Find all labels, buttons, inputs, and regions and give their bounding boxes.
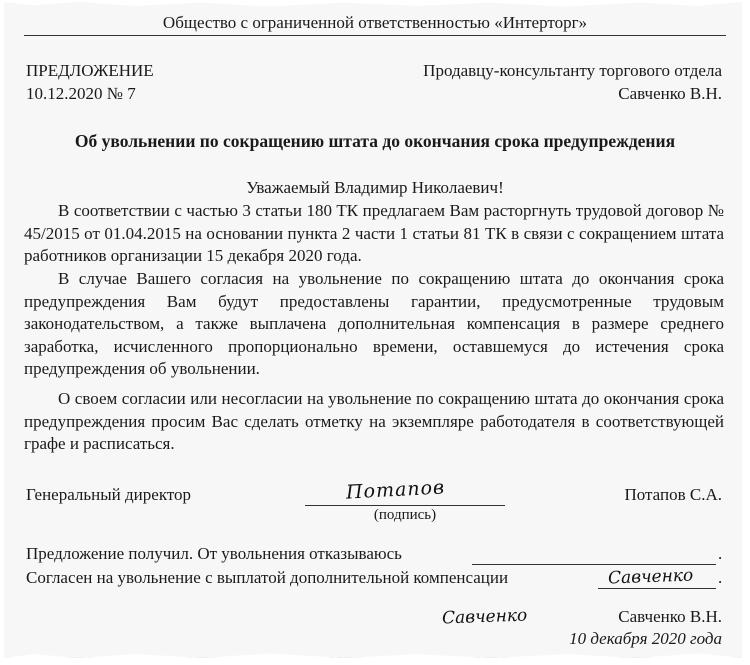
addressee-name: Савченко В.Н.: [618, 84, 722, 103]
paragraph-2: В случае Вашего согласия на увольнение по сокращению штата до окончания срока предупреждения Вам будут предоставлены гарантии, предусмотренные трудовым законодательством, а также выплачена дополнительная компенсация в размере среднего заработка, исчисленного пропорционально времени, оставшемуся до истечения срока предупреждения об увольнении.: [24, 269, 724, 378]
paragraph-1: В соответствии с частью 3 статьи 180 ТК предлагаем Вам расторгнуть трудовой договор № 45/2015 от 01.04.2015 на основании пункта 2 части 1 статьи 81 ТК в связи с сокращением штата работников организации 15 декабря 2020 года.: [24, 201, 724, 265]
refuse-statement: Предложение получил. От увольнения отказываюсь: [26, 544, 402, 563]
director-signature: Потапов: [345, 476, 446, 504]
director-label: Генеральный директор: [26, 485, 192, 504]
agree-statement: Согласен на увольнение с выплатой дополнительной компенсации: [26, 568, 509, 587]
header-rule: [24, 35, 726, 36]
paragraph-3: О своем согласии или несогласии на увольнение по сокращению штата до окончания срока предупреждения просим Вас сделать отметку на экземпляре работодателя в соответствующей графе и расписаться.: [24, 389, 724, 453]
director-name: Потапов С.А.: [624, 485, 722, 504]
agree-signature: Савченко: [607, 565, 694, 589]
greeting: Уважаемый Владимир Николаевич!: [246, 178, 504, 197]
document-date-number: 10.12.2020 № 7: [26, 84, 136, 103]
employee-signature: Савченко: [441, 605, 528, 629]
employee-name: Савченко В.Н.: [618, 607, 722, 626]
addressee-position: Продавцу-консультанту торгового отдела: [423, 61, 722, 80]
document-type: ПРЕДЛОЖЕНИЕ: [26, 61, 154, 80]
sign-date: 10 декабря 2020 года: [569, 629, 722, 648]
document-title: Об увольнении по сокращению штата до окончания срока предупреждения: [74, 131, 676, 151]
company-name: Общество с ограниченной ответственностью «Интерторг»: [162, 13, 588, 32]
refuse-period: .: [718, 544, 723, 563]
agree-signature-line: [598, 588, 716, 589]
signature-caption: (подпись): [373, 507, 437, 523]
agree-period: .: [718, 568, 723, 587]
